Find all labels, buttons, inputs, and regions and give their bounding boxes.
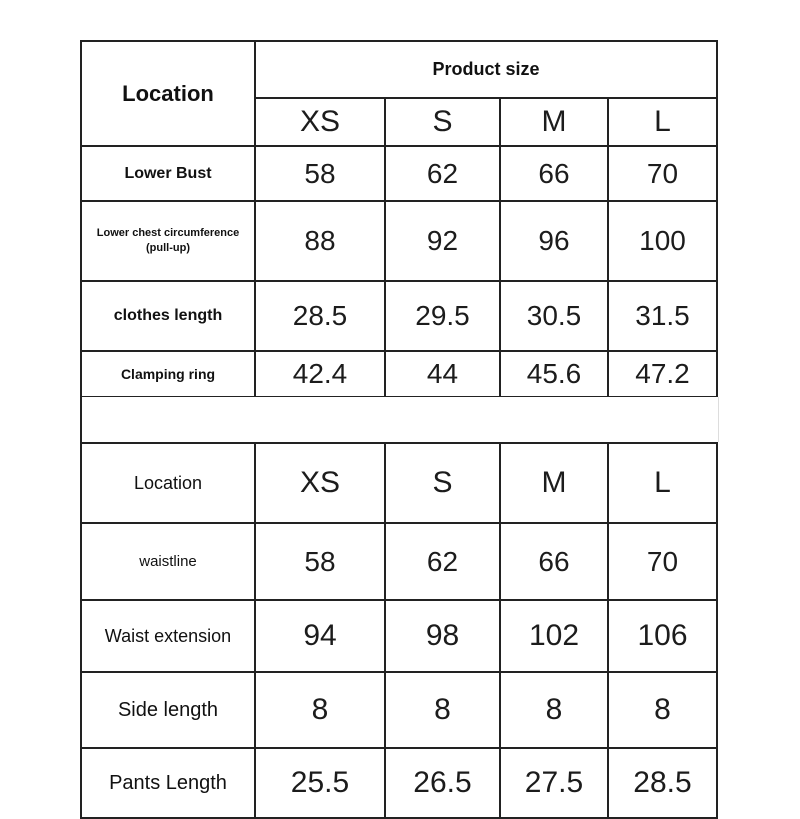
table-row — [81, 672, 717, 748]
row-label: waistline — [81, 523, 255, 600]
row-label: Lower Bust — [81, 146, 255, 201]
cell-value: 70 — [608, 146, 717, 201]
cell-value: 88 — [255, 201, 385, 281]
cell-value: 8 — [255, 672, 385, 748]
table-row — [81, 600, 717, 672]
size-l-header: L — [608, 98, 717, 146]
cell-value: 28.5 — [255, 281, 385, 351]
cell-value: 30.5 — [500, 281, 608, 351]
cell-value: 26.5 — [385, 748, 500, 818]
cell-value: 8 — [500, 672, 608, 748]
row-label: Waist extension — [81, 600, 255, 672]
table-row — [81, 201, 717, 281]
size-m-header: M — [500, 443, 608, 523]
table-row — [81, 748, 717, 818]
row-label: clothes length — [81, 281, 255, 351]
size-l-header: L — [608, 443, 717, 523]
cell-value: 58 — [255, 523, 385, 600]
cell-value: 28.5 — [608, 748, 717, 818]
cell-value: 92 — [385, 201, 500, 281]
table-row — [81, 146, 717, 201]
bottom-size-table — [80, 442, 718, 819]
cell-value: 70 — [608, 523, 717, 600]
size-s-header: S — [385, 98, 500, 146]
size-xs-header: XS — [255, 98, 385, 146]
cell-value: 100 — [608, 201, 717, 281]
cell-value: 66 — [500, 146, 608, 201]
size-header-row — [81, 443, 717, 523]
table-row — [81, 351, 717, 397]
cell-value: 96 — [500, 201, 608, 281]
header-row — [81, 41, 717, 98]
cell-value: 62 — [385, 523, 500, 600]
table-spacer — [80, 397, 719, 442]
row-label: Side length — [81, 672, 255, 748]
cell-value: 106 — [608, 600, 717, 672]
cell-value: 47.2 — [608, 351, 717, 397]
row-label: Clamping ring — [81, 351, 255, 397]
cell-value: 44 — [385, 351, 500, 397]
table-row — [81, 523, 717, 600]
product-size-header: Product size — [255, 41, 717, 98]
cell-value: 31.5 — [608, 281, 717, 351]
cell-value: 94 — [255, 600, 385, 672]
cell-value: 58 — [255, 146, 385, 201]
cell-value: 25.5 — [255, 748, 385, 818]
cell-value: 62 — [385, 146, 500, 201]
row-label: Pants Length — [81, 748, 255, 818]
cell-value: 29.5 — [385, 281, 500, 351]
row-label-text: Lower chest circumference (pull-up) — [96, 227, 240, 254]
size-s-header: S — [385, 443, 500, 523]
cell-value: 66 — [500, 523, 608, 600]
size-xs-header: XS — [255, 443, 385, 523]
cell-value: 42.4 — [255, 351, 385, 397]
cell-value: 8 — [608, 672, 717, 748]
cell-value: 8 — [385, 672, 500, 748]
table-row — [81, 281, 717, 351]
cell-value: 98 — [385, 600, 500, 672]
location-header: Location — [81, 41, 255, 146]
top-size-table — [80, 40, 718, 398]
cell-value: 45.6 — [500, 351, 608, 397]
location-header: Location — [81, 443, 255, 523]
row-label — [81, 201, 255, 281]
size-m-header: M — [500, 98, 608, 146]
cell-value: 102 — [500, 600, 608, 672]
cell-value: 27.5 — [500, 748, 608, 818]
